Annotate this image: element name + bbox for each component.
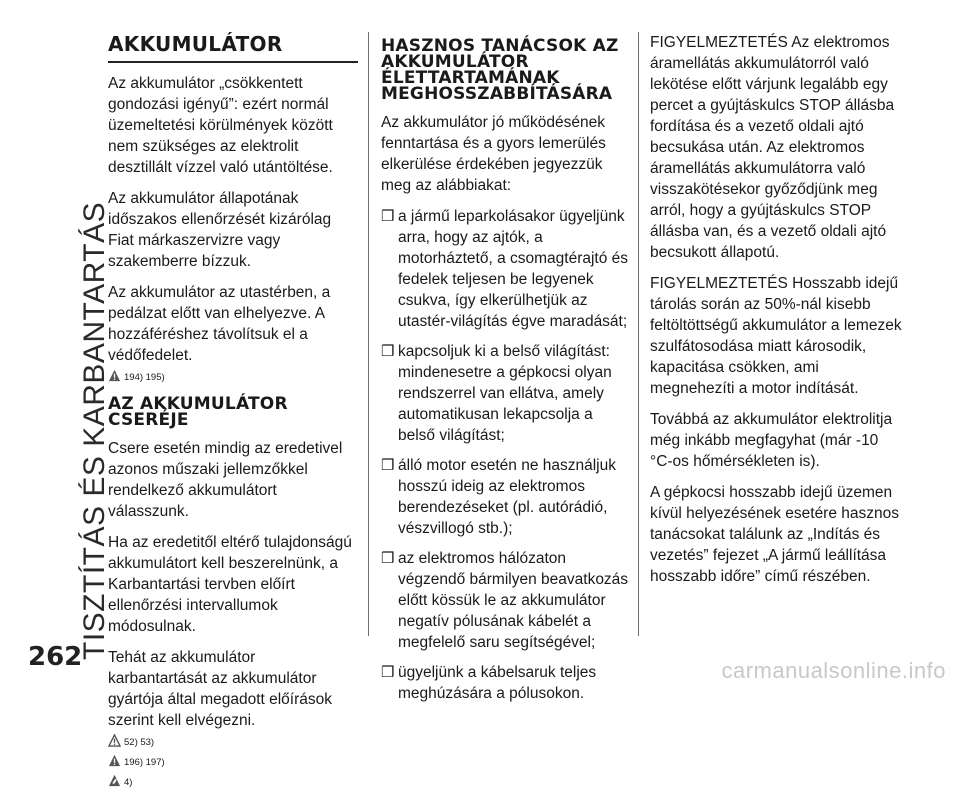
checkbox-bullet-icon: ❒ [381, 664, 395, 681]
column-2 [381, 32, 631, 713]
list-item-text: ügyeljünk a kábelsaruk teljes meghúzására a pólusokon. [398, 664, 597, 702]
reference-numbers: 52) 53) [124, 737, 155, 748]
warning-triangle-icon [108, 369, 121, 382]
list-item-text: kapcsoljuk ki a belső világítást: mindenesetre a gépkocsi olyan rendszerrel van ellátva, amely automatikusan lekapcsolja a belső világítást; [398, 343, 612, 444]
environment-icon [108, 774, 121, 787]
section-heading-battery-tips [381, 38, 631, 102]
warning-triangle-icon [108, 734, 121, 747]
page-number: 262 [28, 642, 83, 672]
checkbox-bullet-icon: ❒ [381, 208, 395, 225]
warning-reference [108, 757, 358, 769]
list-item-text: álló motor esetén ne használjuk hosszú ideig az elektromos berendezéseket (pl. autórádió, vészvillogó stb.); [398, 457, 616, 537]
paragraph: Az akkumulátor állapotának időszakos ellenőrzését kizárólag Fiat márkaszervizre vagy szakemberre bízzuk. [108, 190, 332, 270]
paragraph: Az akkumulátor jó működésének fenntartása és a gyors lemerülés elkerülése érdekében jegyezzük meg az alábbiakat: [381, 114, 606, 194]
caution-reference [108, 737, 358, 749]
list-item-text: az elektromos hálózaton végzendő bármilyen beavatkozás előtt kössük le az akkumulátor negatív pólusának kábelét a megfelelő saru segítségével; [398, 550, 629, 651]
section-heading-battery: AKKUMULÁTOR [108, 32, 358, 63]
section-heading-battery-replacement [108, 396, 358, 428]
column-divider-right [638, 32, 639, 636]
chapter-side-title: TISZTÍTÁS ÉS KARBANTARTÁS [78, 201, 111, 660]
list-item-text: a jármű leparkolásakor ügyeljünk arra, hogy az ajtók, a motorháztető, a csomagtérajtó és fedelek teljesen be legyenek csukva, így elkerülhetjük az utastér-világítás égve maradását; [398, 208, 629, 330]
column-3 [650, 32, 905, 597]
checkbox-bullet-icon: ❒ [381, 550, 395, 567]
warning-paragraph: FIGYELMEZTETÉS Az elektromos áramellátás akkumulátorról való lekötése előtt várjunk legalább egy percet a gyújtáskulcs STOP állásba fordítása és a vezető oldali ajtó becsukása után. Az elektromos áramellátás akkumulátorra való visszakötésekor győződjünk meg arról, hogy a gyújtáskulcs STOP állásba van, és a vezető oldali ajtó becsukott állapotú. [650, 34, 895, 261]
list-item [381, 341, 631, 446]
paragraph: Az akkumulátor az utastérben, a pedálzat előtt van elhelyezve. A hozzáféréshez távolítsuk el a védőfedelet. [108, 284, 331, 364]
column-divider-left [368, 32, 369, 636]
list-item [381, 455, 631, 539]
heading-line: HASZNOS TANÁCSOK AZ [381, 36, 619, 56]
paragraph: Ha az eredetitől eltérő tulajdonságú akkumulátort kell beszerelnünk, a Karbantartási tervben előírt ellenőrzési intervallumok módosulnak. [108, 534, 352, 635]
heading-line: ÉLETTARTAMÁNAK [381, 68, 560, 88]
list-item [381, 662, 631, 704]
paragraph: Tehát az akkumulátor karbantartását az akkumulátor gyártója által megadott előírások szerint kell elvégezni. [108, 649, 333, 729]
environment-reference [108, 777, 358, 789]
paragraph: A gépkocsi hosszabb idejű üzemen kívül helyezésének esetére hasznos tanácsokat találunk az „Indítás és vezetés” fejezet „A jármű leállítása hosszabb időre” című részében. [650, 484, 900, 585]
checkbox-bullet-icon: ❒ [381, 343, 395, 360]
reference-numbers: 4) [124, 777, 133, 788]
list-item [381, 206, 631, 332]
watermark: carmanualsonline.info [721, 658, 946, 683]
list-item [381, 548, 631, 653]
heading-line: MEGHOSSZABBÍTÁSÁRA [381, 84, 613, 104]
checkbox-bullet-icon: ❒ [381, 457, 395, 474]
reference-numbers: 194) 195) [124, 372, 165, 383]
paragraph: Az akkumulátor „csökkentett gondozási igényű”: ezért normál üzemeltetési körülmények között nem szükséges az elektrolit desztillált vízzel való utántöltése. [108, 75, 333, 176]
heading-line: AKKUMULÁTOR [381, 52, 529, 72]
heading-line: CSERÉJE [108, 410, 189, 430]
reference-numbers: 196) 197) [124, 757, 165, 768]
heading-line: AZ AKKUMULÁTOR [108, 394, 288, 414]
paragraph: Csere esetén mindig az eredetivel azonos műszaki jellemzőkkel rendelkező akkumulátort válasszunk. [108, 440, 343, 520]
tips-list [381, 206, 631, 704]
warning-paragraph: FIGYELMEZTETÉS Hosszabb idejű tárolás során az 50%-nál kisebb feltöltöttségű akkumulátor a lemezek szulfátosodása miatt károsodik, kapacitása csökken, ami megnehezíti a motor indítását. [650, 275, 902, 397]
warning-triangle-icon [108, 754, 121, 767]
warning-reference [108, 372, 358, 384]
paragraph: Továbbá az akkumulátor elektrolitja még inkább megfagyhat (már -10 °C-os hőmérsékleten is). [650, 411, 893, 470]
